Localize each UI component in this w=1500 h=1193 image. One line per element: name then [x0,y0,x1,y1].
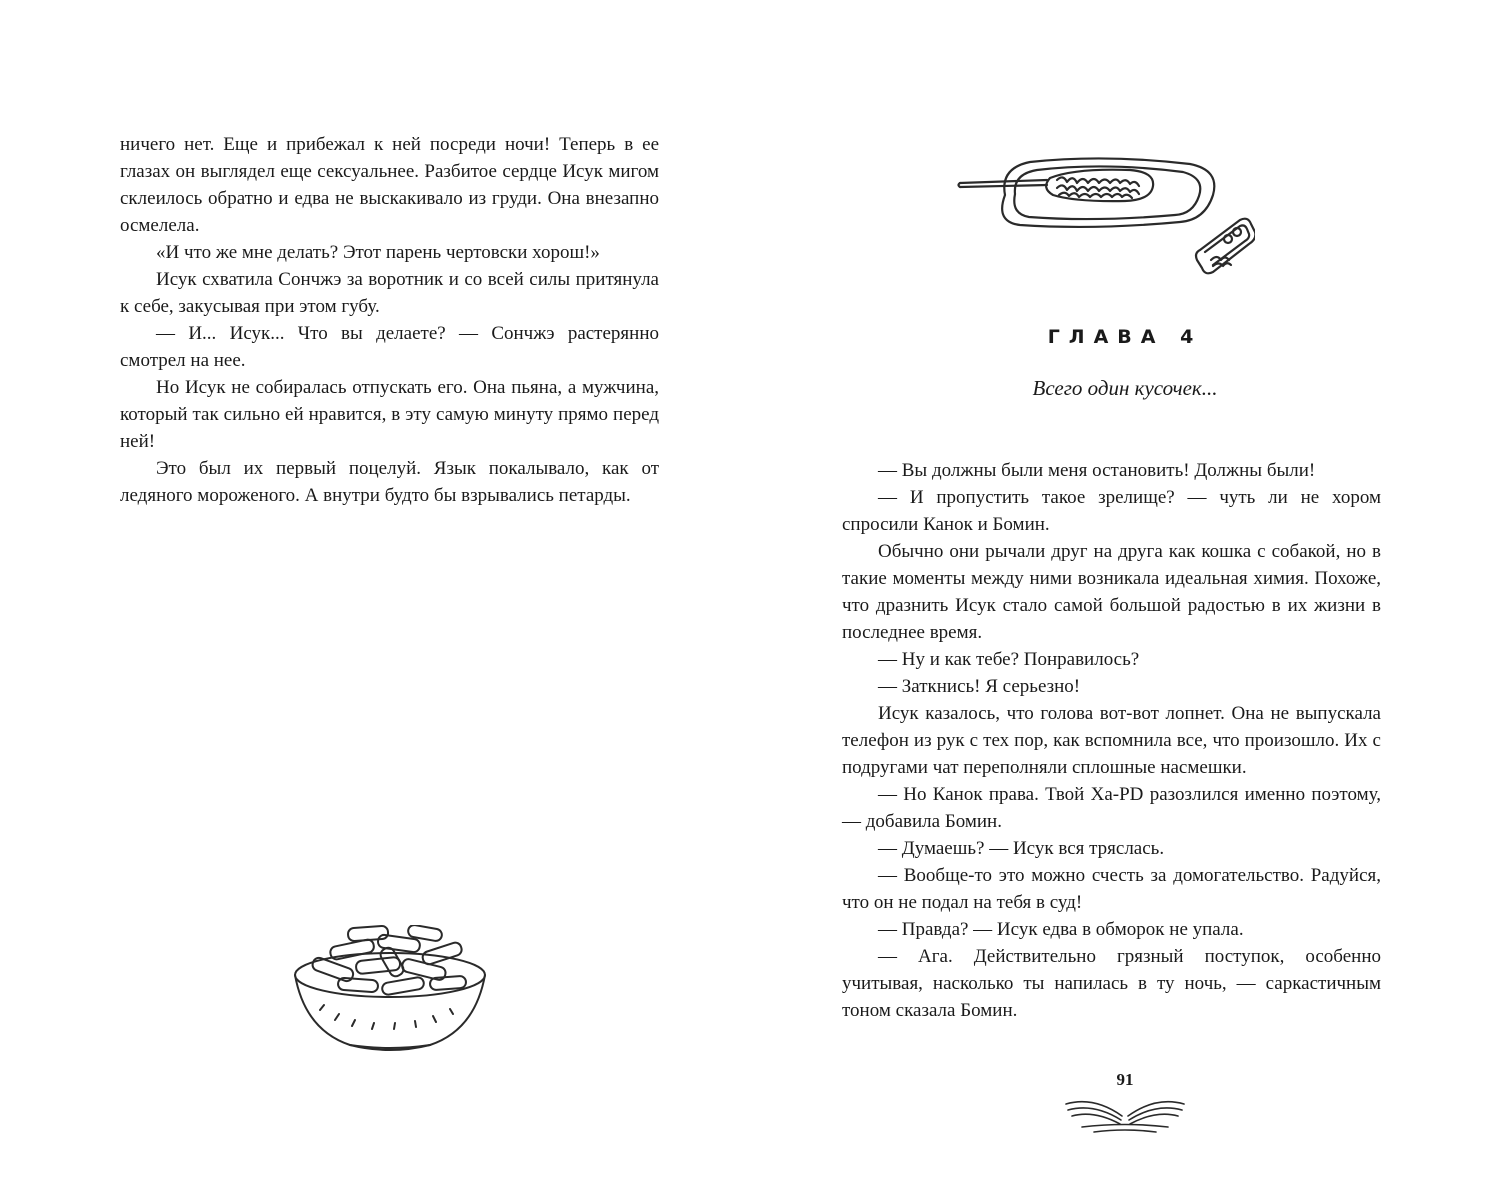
corn-dog-tray-icon [955,150,1255,275]
paragraph: Исук схватила Сончжэ за воротник и со всей силы притянула к себе, закусывая при этом губу. [120,269,659,317]
paragraph: — Вообще-то это можно счесть за домогательство. Радуйся, что он не подал на тебя в суд! [842,865,1381,913]
chapter-title: ГЛАВА 4 [1047,326,1203,348]
snack-bowl-icon [290,925,490,1055]
page-number: 91 [1116,1070,1134,1089]
left-body-text [120,131,659,509]
paragraph: — Ага. Действительно грязный поступок, особенно учитывая, насколько ты напилась в ту ночь, — саркастичным тоном сказала Бомин. [842,946,1381,1021]
chapter-subtitle: Всего один кусочек... [1032,376,1218,400]
paragraph: — Правда? — Исук едва в обморок не упала. [878,919,1244,940]
right-body-text [842,457,1381,1024]
paragraph: Но Исук не собиралась отпускать его. Она пьяна, а мужчина, который так сильно ей нравится, в эту самую минуту прямо перед ней! [120,377,659,452]
right-page [750,0,1500,1193]
paragraph: — И... Исук... Что вы делаете? — Сончжэ растерянно смотрел на нее. [120,323,659,371]
paragraph: — Вы должны были меня остановить! Должны были! [878,460,1316,481]
wave-ornament-icon [1064,1094,1186,1134]
paragraph: ничего нет. Еще и прибежал к ней посреди ночи! Теперь в ее глазах он выглядел еще сексуальнее. Разбитое сердце Исук мигом склеилось обратно и едва не выскакивало из груди. Она внезапно осмелела. [120,134,659,236]
paragraph: — Заткнись! Я серьезно! [878,676,1081,697]
paragraph: — Думаешь? — Исук вся тряслась. [878,838,1165,859]
paragraph: Обычно они рычали друг на друга как кошка с собакой, но в такие моменты между ними возникала идеальная химия. Похоже, что дразнить Исук стало самой большой радостью в их жизни в последнее время. [842,541,1381,643]
paragraph: — Ну и как тебе? Понравилось? [878,649,1140,670]
paragraph: — Но Канок права. Твой Ха-PD разозлился именно поэтому, — добавила Бомин. [842,784,1381,832]
paragraph: — И пропустить такое зрелище? — чуть ли не хором спросили Канок и Бомин. [842,487,1381,535]
paragraph: «И что же мне делать? Этот парень чертовски хорош!» [156,242,600,263]
paragraph: Исук казалось, что голова вот-вот лопнет. Она не выпускала телефон из рук с тех пор, как вспомнила все, что произошло. Их с подругами чат переполняли сплошные насмешки. [842,703,1381,778]
paragraph: Это был их первый поцелуй. Язык покалывало, как от ледяного мороженого. А внутри будто бы взрывались петарды. [120,458,659,506]
